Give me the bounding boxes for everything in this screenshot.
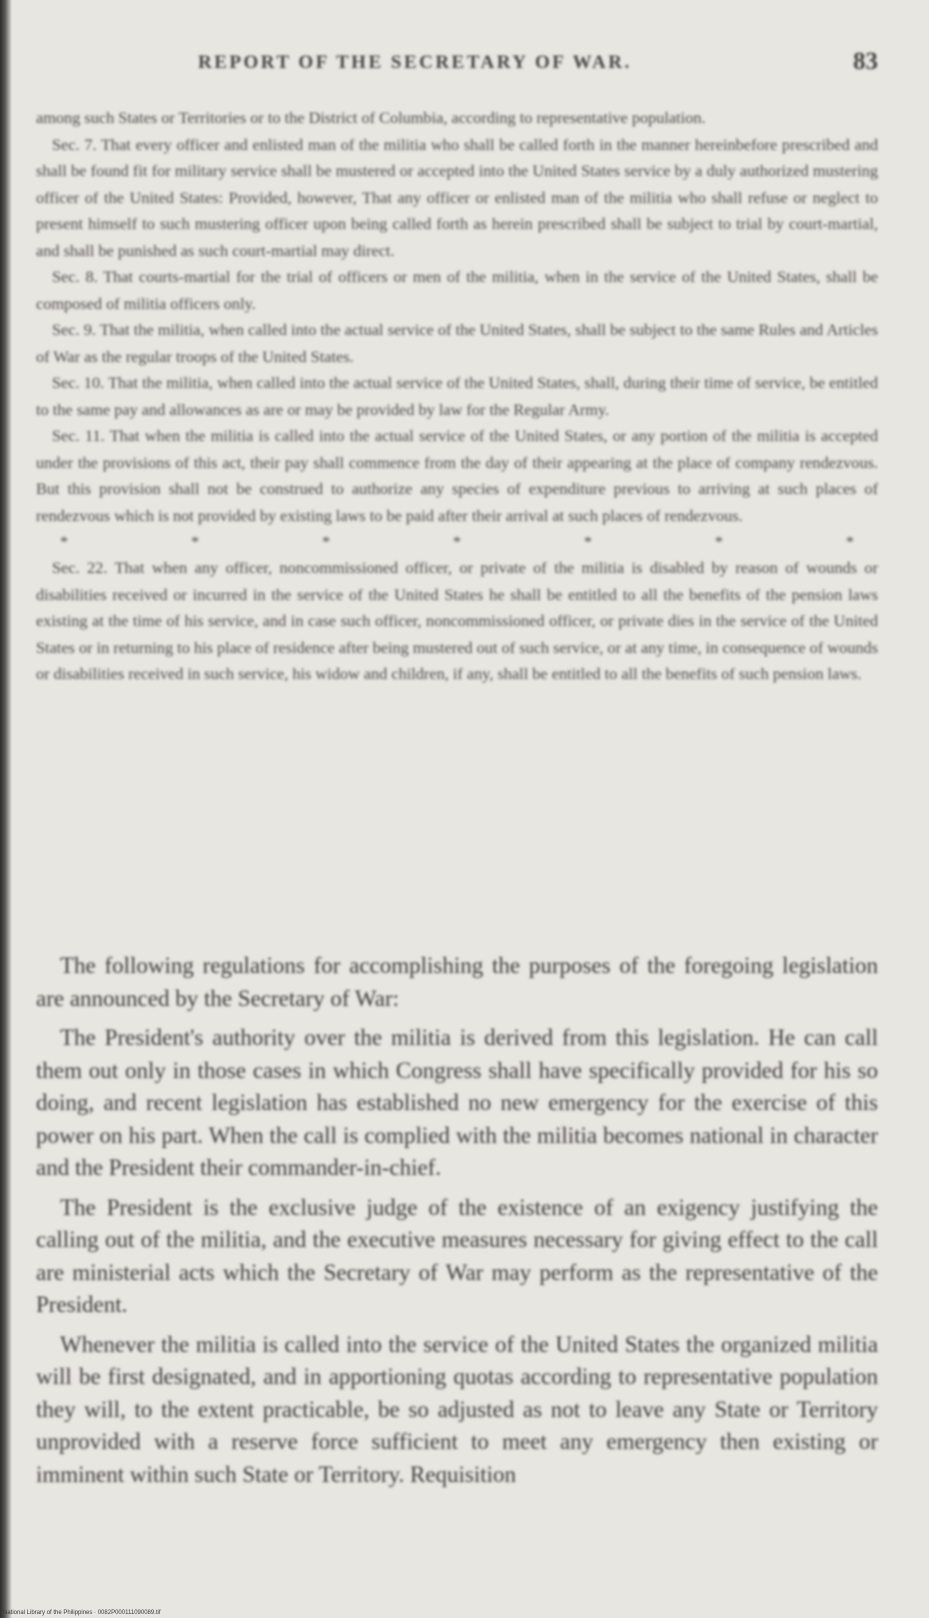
- regulations-text: [36, 950, 878, 1498]
- section-22: Sec. 22. That when any officer, noncommissioned officer, or private of the militia is disabled by reason of wounds or disabilities received or incurred in the service of the United States he shall be entitled to all the benefits of the pension laws existing at the time of his service, and in case such officer, noncommissioned officer, or private dies in the service of the United States or in returning to his place of residence after being mustered out of such service, or at any time, in consequence of wounds or disabilities received in such service, his widow and children, if any, shall be entitled to all the benefits of such pension laws.: [36, 558, 878, 683]
- star: *: [714, 532, 723, 551]
- section-9: Sec. 9. That the militia, when called into the actual service of the United States, shall be subject to the same Rules and Articles of War as the regular troops of the United States.: [36, 320, 878, 366]
- star: *: [321, 532, 331, 551]
- running-header: [36, 48, 878, 78]
- paragraph-organized-militia: Whenever the militia is called into the service of the United States the organized militia will be first designated, and in apportioning quotas according to representative population they will, to the extent practicable, be so adjusted as not to leave any State or Territory unprovided with a reserve force sufficient to meet any emergency then existing or imminent within such State or Territory. Requisition: [36, 1331, 878, 1487]
- section-8: Sec. 8. That courts-martial for the trial of officers or men of the militia, when in the service of the United States, shall be composed of militia officers only.: [36, 267, 878, 313]
- page-number: 83: [853, 48, 878, 75]
- star: *: [452, 532, 462, 551]
- star: *: [190, 532, 200, 551]
- omission-stars: [36, 529, 878, 555]
- section-7: Sec. 7. That every officer and enlisted man of the militia who shall be called forth in the manner hereinbefore prescribed and shall be found fit for military service shall be mustered or accepted into the United States service by a duly authorized mustering officer of the United States: Provided, however, That any officer or enlisted man of the militia who shall refuse or neglect to present himself to such mustering officer upon being called forth as herein prescribed shall be subject to trial by court-martial, and shall be punished as such court-martial may direct.: [36, 134, 878, 260]
- running-title: REPORT OF THE SECRETARY OF WAR.: [198, 52, 632, 73]
- section-11: Sec. 11. That when the militia is called into the actual service of the United States, or any portion of the militia is accepted under the provisions of this act, their pay shall commence from the day of their appearing at the place of company rendezvous. But this provision shall not be construed to authorize any species of expenditure previous to arriving at such places of rendezvous which is not provided by existing laws to be paid after their arrival at such places of rendezvous.: [36, 426, 878, 525]
- star: *: [60, 532, 69, 551]
- paragraph-exclusive-judge: The President is the exclusive judge of the existence of an exigency justifying the calling out of the militia, and the executive measures necessary for giving effect to the call are ministerial acts which the Secretary of War may perform as the representative of the President.: [36, 1194, 878, 1317]
- star: *: [845, 532, 854, 551]
- star: *: [583, 532, 593, 551]
- paragraph-intro: The following regulations for accomplishing the purposes of the foregoing legislation are announced by the Secretary of War:: [36, 953, 878, 1011]
- section-10: Sec. 10. That the militia, when called into the actual service of the United States, shall, during their time of service, be entitled to the same pay and allowances as are or may be provided by law for the Regular Army.: [36, 373, 878, 419]
- paragraph-presidents-authority: The President's authority over the militia is derived from this legislation. He can call them out only in those cases in which Congress shall have specifically provided for his so doing, and recent legislation has established no new emergency for the exercise of this power on his part. When the call is complied with the militia becomes national in character and the President their commander-in-chief.: [36, 1025, 878, 1180]
- statute-excerpt: [36, 105, 878, 688]
- scan-credit: National Library of the Philippines · 0082P000111090089.tif: [3, 1610, 161, 1616]
- statute-continuation: among such States or Territories or to the District of Columbia, according to representative population.: [36, 108, 706, 127]
- book-spine-shadow: [0, 0, 12, 1618]
